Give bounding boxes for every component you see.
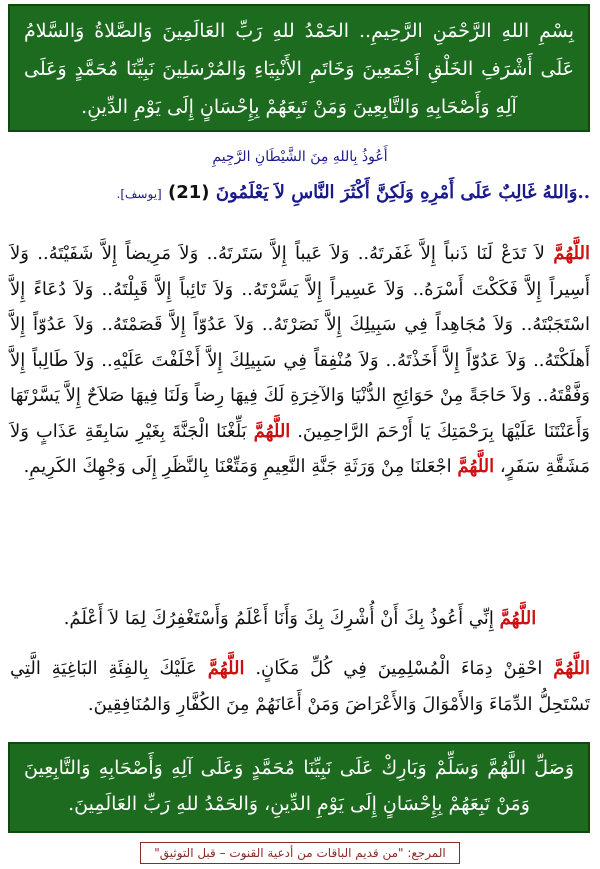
- allahumma-word: اللَّهُمَّ: [553, 243, 590, 264]
- reference-label: المرجع: "من قديم الباقات من أدعية القنوت – قبل التوثيق": [140, 842, 460, 864]
- verse-text: ..وَاللهُ غَالِبٌ عَلَى أَمْرِهِ وَلَكِنَّ أَكْثَرَ النَّاسِ لاَ يَعْلَمُونَ: [215, 182, 590, 203]
- supplication-text: لاَ تَدَعْ لَنَا ذَنباً إِلاَّ غَفَرتَهُ.. وَلاَ عَيباً إِلاَّ سَتَرتَهُ.. وَلاَ مَرِيضاً إِلاَّ شَفَيْتَهُ.. وَلاَ أَسِيراً إِلاَّ فَكَكْتَ أَسْرَهُ.. وَلاَ عَسِيراً إِلاَّ يَسَّرْتَهُ.. وَلاَ تَائِباً إِلاَّ قَبِلْتَهُ.. وَلاَ دُعَاءً إِلاَّ اسْتَجَبْتَهُ.. وَلاَ مُجَاهِداً فِي سَبِيلِكَ إِلاَّ نَصَرْتَهُ.. وَلاَ عَدُوّاً إِلاَّ قَصَمْتَهُ.. وَلاَ عَدُوّاً إِلاَّ أَهلَكْتَهُ.. وَلاَ عَدُوّاً إِلاَّ أَخَذْتَهُ.. وَلاَ مُنْفِقاً فِي سَبِيلِكَ إِلاَّ أَخْلَفْتَ عَلَيْهِ.. وَلاَ طَالِباً إِلاَّ وَفَّقْتَهُ.. وَلاَ حَاجَةً مِنْ حَوَائِجِ الدُّنْيَا وَالآخِرَةِ لَكَ فِيهَا رِضاً وَلَنَا فِيهَا صَلاَحٌ إِلاَّ يَسَّرْتَهَا وَأَعَنْتَنَا عَلَيْهَا بِرَحْمَتِكَ يَا أَرْحَمَ الرَّاحِمِينَ.: [10, 243, 591, 442]
- closing-salawat-text: وَصَلِّ اللَّهُمَّ وَسَلِّمْ وَبَارِكْ عَلَى نَبِيِّنَا مُحَمَّدٍ وَعَلَى آلِهِ وَأَصْحَابِهِ وَالتَّابِعِينَ وَمَنْ تَبِعَهُمْ بِإِحْسَانٍ إِلَى يَوْمِ الدِّينِ، وَالحَمْدُ للهِ رَبِّ العَالَمِينَ.: [24, 757, 574, 815]
- istiadha-line: أَعُوذُ بِاللهِ مِنَ الشَّيْطَانِ الرَّجِيمِ: [212, 149, 388, 165]
- allahumma-word: اللَّهُمَّ: [553, 658, 590, 679]
- verse-number: (21): [168, 182, 210, 203]
- muslims-supplication: [10, 651, 590, 723]
- allahumma-word: اللَّهُمَّ: [253, 420, 291, 442]
- supplication-text: إِنِّي أَعُوذُ بِكَ أَنْ أُشْرِكَ بِكَ وَأَنَا أَعْلَمُ وَأَسْتَغْفِرُكَ لِمَا لاَ أَعْلَمُ.: [63, 608, 494, 629]
- quran-verse: [10, 178, 590, 209]
- allahumma-word: اللَّهُمَّ: [499, 608, 537, 629]
- supplication-text: عَلَيْكَ بِالفِئَةِ البَاغِيَةِ الَّتِي تَسْتَحِلُّ الدِّمَاءَ وَالأَمْوَالَ وَالأَعْرَاضَ وَمَنْ أَعَانَهُمْ مِنَ الكُفَّارِ وَالمُنَافِقِينَ.: [10, 658, 590, 715]
- shirk-supplication: [10, 604, 590, 634]
- allahumma-word: اللَّهُمَّ: [207, 658, 245, 679]
- opening-praise-text: بِسْمِ اللهِ الرَّحْمَنِ الرَّحِيمِ.. الحَمْدُ للهِ رَبِّ العَالَمِينَ وَالصَّلاةُ وَالسَّلامُ عَلَى أَشْرَفِ الخَلْقِ أَجْمَعِينَ وَخَاتَمِ الأَنْبِيَاءِ وَالمُرْسَلِينَ نَبِيِّنَا مُحَمَّدٍ وَعَلَى آلِهِ وَأَصْحَابِهِ وَالتَّابِعِينَ وَمَنْ تَبِعَهُمْ بِإِحْسَانٍ إِلَى يَوْمِ الدِّينِ.: [24, 20, 574, 118]
- allahumma-word: اللَّهُمَّ: [457, 456, 495, 477]
- supplication-text: بَلِّغْنَا الْجَنَّةَ بِغَيْرِ سَابِقَةِ عَذَابٍ وَلاَ مَشَقَّةِ سَفَرٍ،: [10, 420, 590, 477]
- closing-salawat-box: [8, 742, 590, 833]
- opening-praise-box: [8, 4, 590, 132]
- surah-name: [يوسف].: [116, 187, 162, 201]
- main-supplication: [10, 236, 590, 485]
- supplication-text: احْقِنْ دِمَاءَ الْمُسْلِمِينَ فِي كُلِّ مَكَانٍ.: [255, 658, 543, 679]
- supplication-text: اجْعَلنَا مِنْ وَرَثَةِ جَنَّةِ النَّعِيمِ وَمَتِّعْنَا بِالنَّظَرِ إِلَى وَجْهِكَ الكَرِيمِ.: [23, 456, 452, 477]
